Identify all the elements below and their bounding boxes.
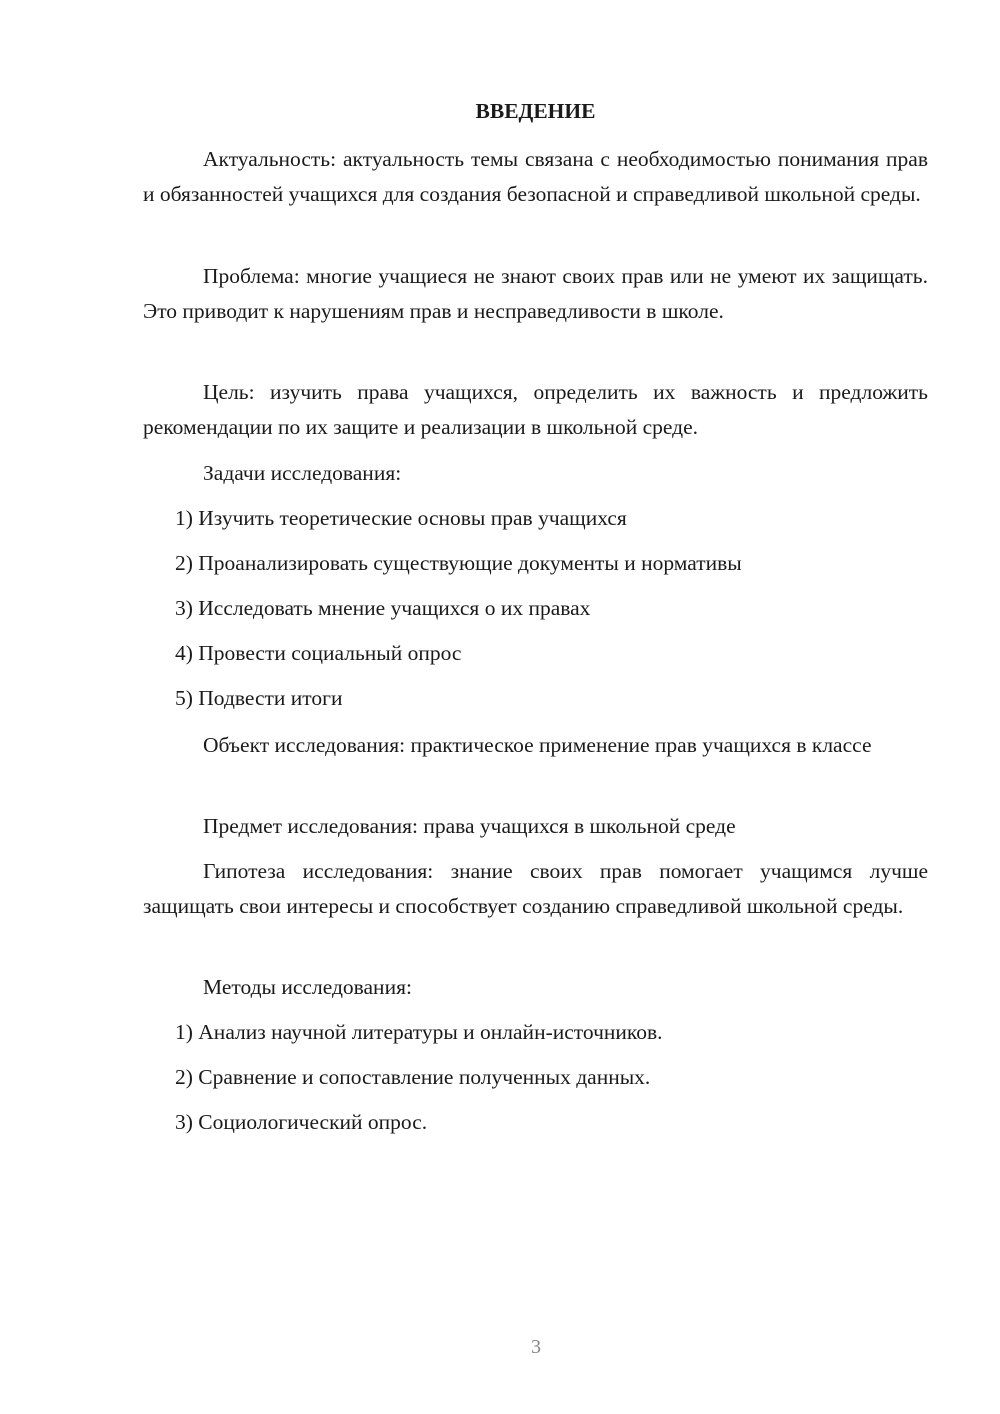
task-item: 5) Подвести итоги xyxy=(175,686,343,710)
problem-paragraph: Проблема: многие учащиеся не знают своих прав или не умеют их защищать. Это приводит к нарушениям прав и несправедливости в школе. xyxy=(143,264,928,323)
hypothesis-paragraph: Гипотеза исследования: знание своих прав помогает учащимся лучше защищать свои интересы и способствует созданию справедливой школьной среды. xyxy=(143,859,928,918)
methods-heading: Методы исследования: xyxy=(203,975,412,999)
method-item: 3) Социологический опрос. xyxy=(175,1110,428,1134)
tasks-heading: Задачи исследования: xyxy=(203,461,402,485)
page-title: ВВЕДЕНИЕ xyxy=(475,99,596,123)
page-number: 3 xyxy=(531,1336,541,1358)
subject-paragraph: Предмет исследования: права учащихся в школьной среде xyxy=(203,814,736,838)
task-item: 1) Изучить теоретические основы прав учащихся xyxy=(175,506,627,530)
object-paragraph: Объект исследования: практическое применение прав учащихся в классе xyxy=(203,733,872,757)
task-item: 2) Проанализировать существующие документы и нормативы xyxy=(175,551,742,575)
task-item: 4) Провести социальный опрос xyxy=(175,641,462,665)
task-item: 3) Исследовать мнение учащихся о их правах xyxy=(175,596,591,620)
method-item: 2) Сравнение и сопоставление полученных данных. xyxy=(175,1065,651,1089)
goal-paragraph: Цель: изучить права учащихся, определить их важность и предложить рекомендации по их защите и реализации в школьной среде. xyxy=(143,380,928,439)
method-item: 1) Анализ научной литературы и онлайн-источников. xyxy=(175,1020,663,1044)
relevance-paragraph: Актуальность: актуальность темы связана с необходимостью понимания прав и обязанностей учащихся для создания безопасной и справедливой школьной среды. xyxy=(143,147,928,206)
